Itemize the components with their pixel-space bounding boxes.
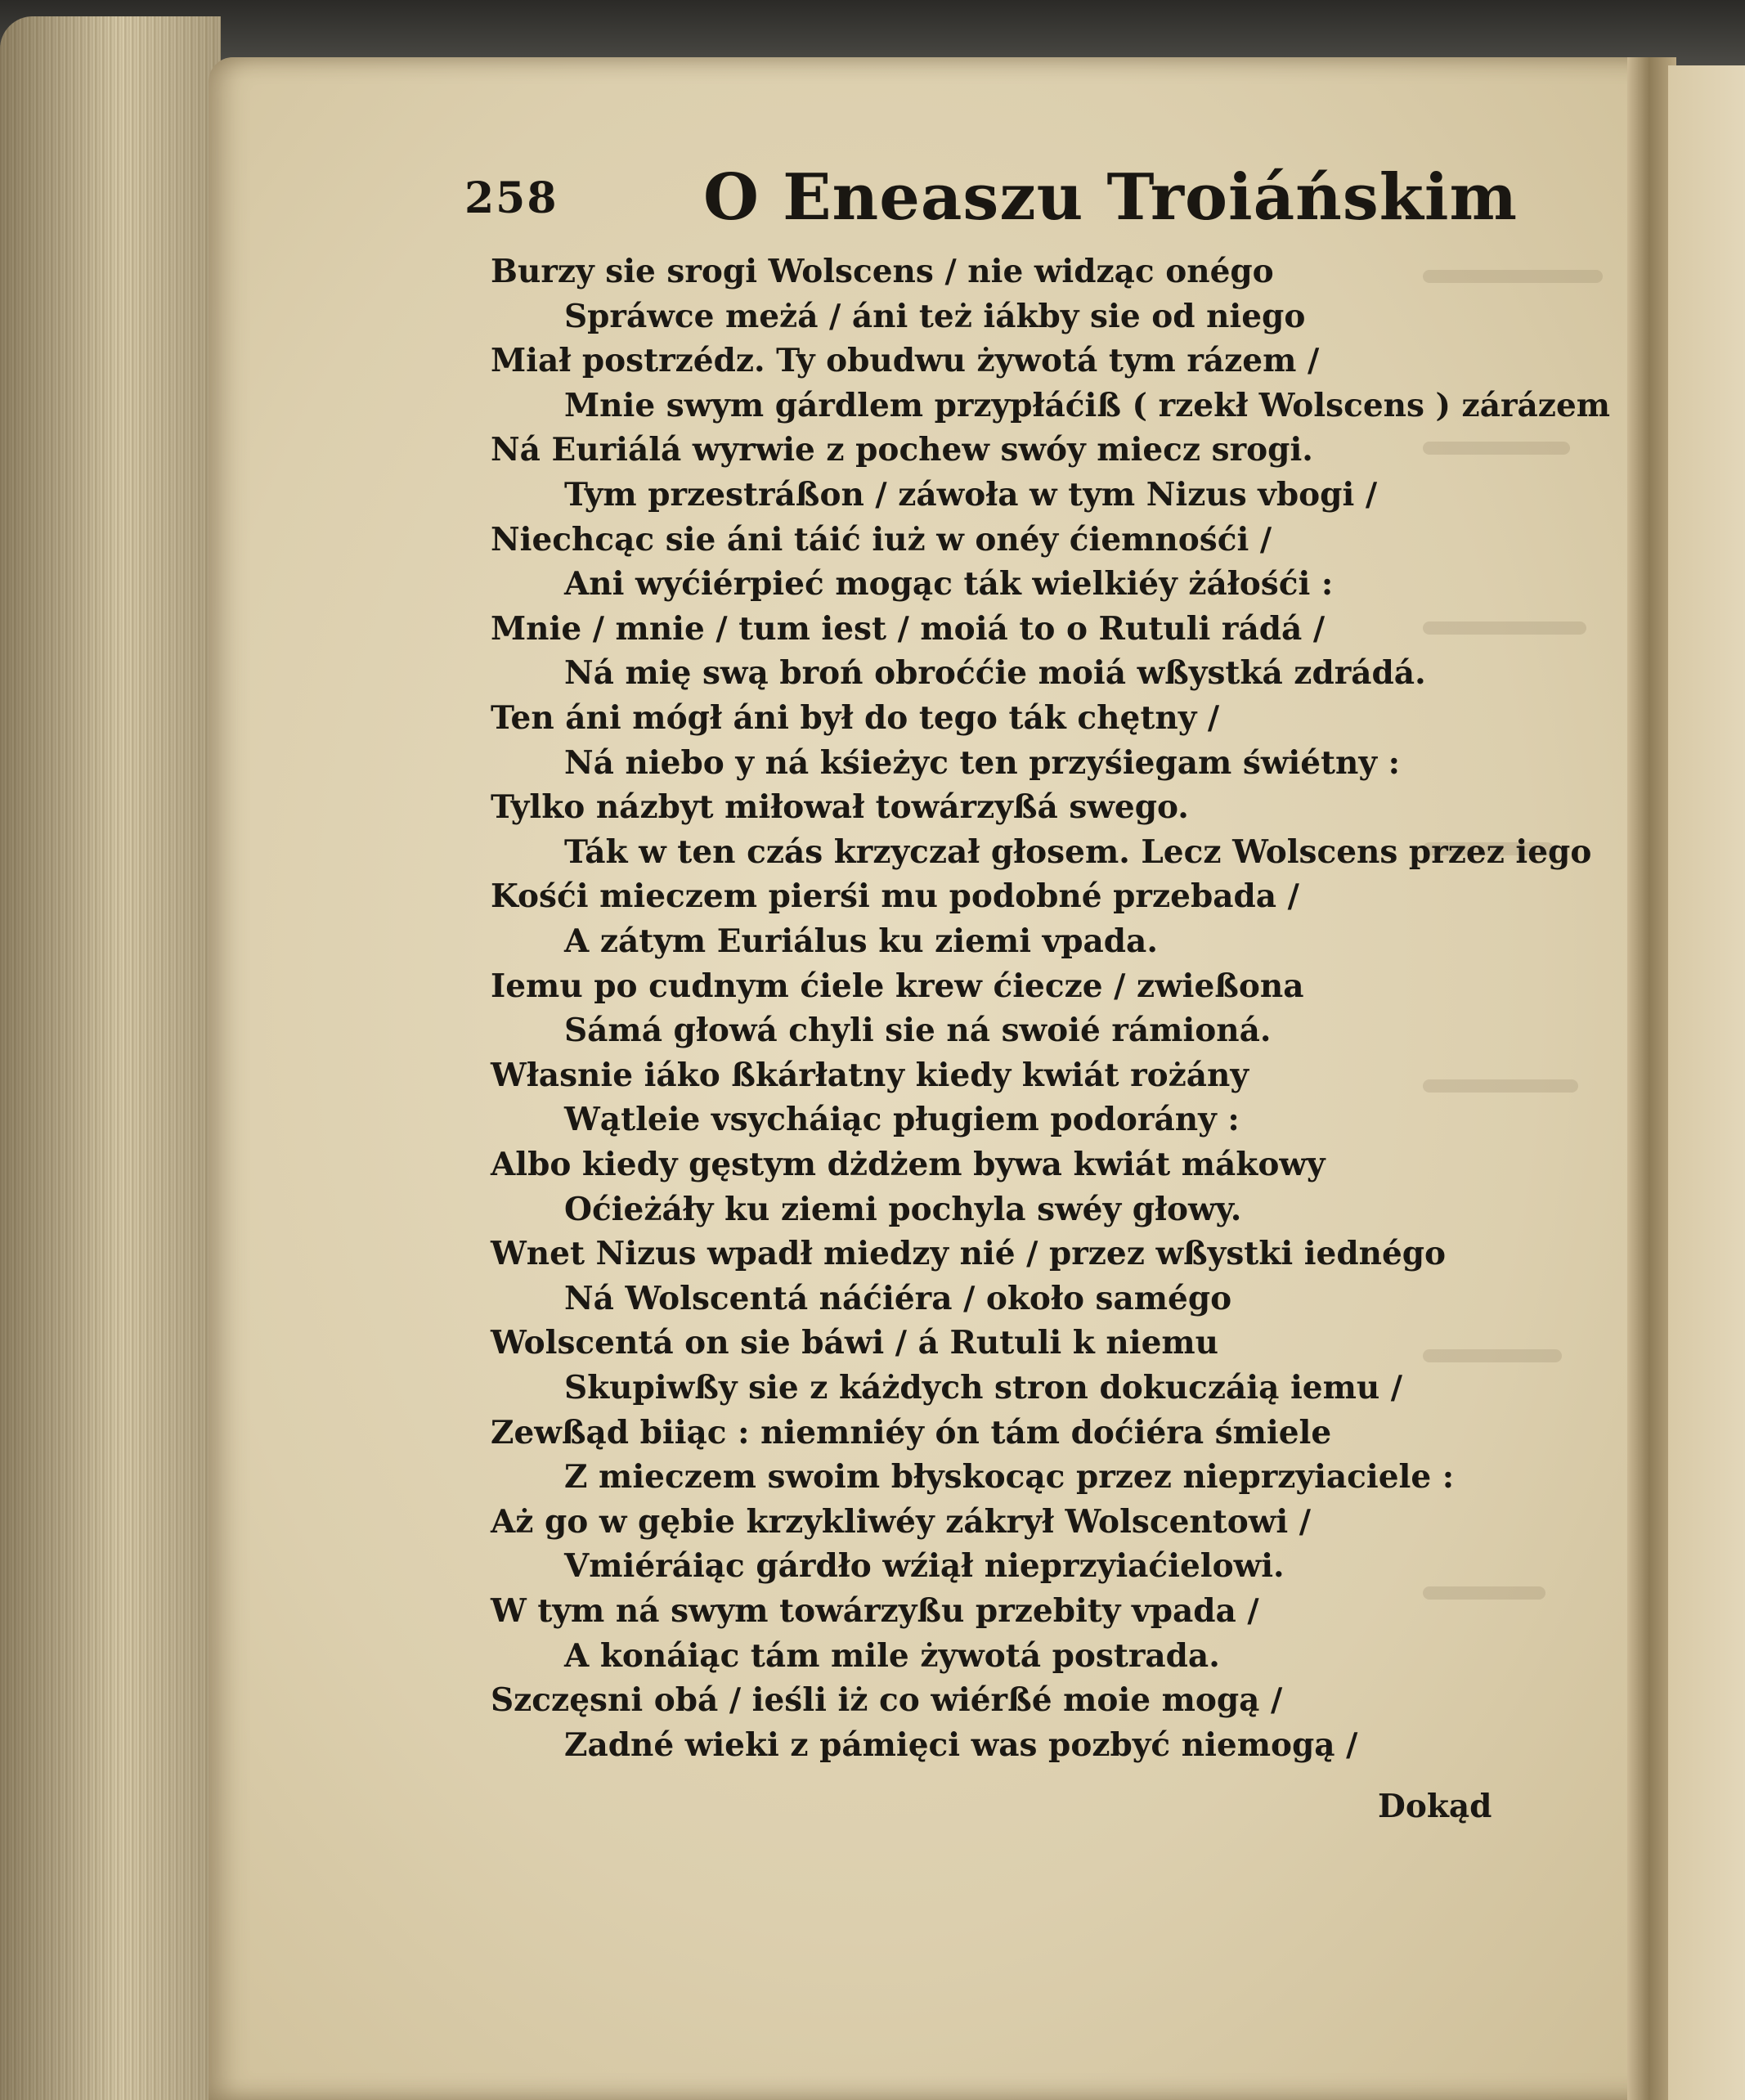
verse-line: Albo kiedy gęstym dżdżem bywa kwiát mákowy: [491, 1146, 1326, 1183]
verse-line: Iemu po cudnym ćiele krew ćiecze / zwießona: [491, 967, 1304, 1005]
bleed-through-mark: [1423, 270, 1603, 283]
verse-line: Burzy sie srogi Wolscens / nie widząc onégo: [491, 253, 1274, 290]
verse-line: Kośći mieczem pierśi mu podobné przebada /: [491, 877, 1299, 916]
running-head: O Eneaszu Troiáńskim: [703, 160, 1518, 235]
verse-line: Mnie swym gárdlem przypłáćiß ( rzekł Wolscens ) zárázem: [564, 386, 1611, 424]
bleed-through-mark: [1423, 1586, 1545, 1600]
verse-line: Oćieżáły ku ziemi pochyla swéy głowy.: [564, 1190, 1242, 1228]
verse-line: Ten áni mógł áni był do tego ták chętny /: [491, 699, 1220, 737]
verse-line: W tym ná swym towárzyßu przebity vpada /: [491, 1592, 1259, 1630]
verse-line: Szczęsni obá / ieśli iż co wiérßé moie mogą /: [491, 1681, 1283, 1720]
facing-page-edge: [1668, 65, 1745, 2100]
verse-line: Niechcąc sie áni táić iuż w onéy ćiemnośći /: [491, 520, 1272, 559]
verse-line: Tylko názbyt miłował towárzyßá swego.: [491, 788, 1189, 827]
verse-line: Ták w ten czás krzyczał głosem. Lecz Wolscens przez iego: [564, 832, 1592, 871]
verse-line: Skupiwßy sie z káżdych stron dokuczáią iemu /: [564, 1369, 1403, 1407]
backdrop: [0, 0, 1745, 65]
verse-line: Własnie iáko ßkárłatny kiedy kwiát rożány: [491, 1056, 1249, 1094]
verse-line: Wolscentá on sie báwi / á Rutuli k niemu: [491, 1324, 1219, 1362]
verse-line: Ná Wolscentá náćiéra / około samégo: [564, 1279, 1232, 1317]
bleed-through-mark: [1423, 1079, 1578, 1093]
verse-line: Zewßąd biiąc : niemniéy ón tám doćiéra śmiele: [491, 1413, 1332, 1452]
page-number: 258: [464, 173, 558, 223]
verse-line: Miał postrzédz. Ty obudwu żywotá tym rázem /: [491, 342, 1320, 380]
verse-line: Vmiéráiąc gárdło wźiął nieprzyiaćielowi.: [564, 1547, 1285, 1586]
verse-line: Wątleie vsycháiąc pługiem podorány :: [564, 1101, 1240, 1139]
verse-line: Wnet Nizus wpadł miedzy nié / przez wßystki iednégo: [491, 1235, 1447, 1273]
verse-line: Z mieczem swoim błyskocąc przez nieprzyiaciele :: [564, 1458, 1455, 1496]
verse-line: Sámá głowá chyli sie ná swoié rámioná.: [564, 1012, 1272, 1050]
verse-line: Ani wyćiérpieć mogąc ták wielkiéy żáłośći :: [564, 565, 1334, 604]
verse-line: A zátym Euriálus ku ziemi vpada.: [564, 922, 1158, 960]
verse-line: Spráwce meżá / áni też iákby sie od niego: [564, 297, 1306, 335]
verse-line: A konáiąc tám mile żywotá postrada.: [564, 1636, 1220, 1675]
book-page-edges: [0, 16, 221, 2100]
verse-line: Ná mię swą broń obroććie moiá wßystká zdrádá.: [564, 654, 1426, 693]
bleed-through-mark: [1423, 1349, 1562, 1362]
verse-line: Zadné wieki z pámięci was pozbyć niemogą /: [564, 1725, 1358, 1764]
verse-line: Ná niebo y ná kśieżyc ten przyśiegam świétny :: [564, 743, 1401, 782]
verse-line: Ná Euriálá wyrwie z pochew swóy miecz srogi.: [491, 431, 1313, 469]
bleed-through-mark: [1423, 621, 1586, 635]
verse-line: Aż go w gębie krzykliwéy zákrył Wolscentowi /: [491, 1502, 1311, 1541]
verse-line: Tym przestráßon / záwoła w tym Nizus vbogi /: [564, 476, 1378, 514]
verse-line: Mnie / mnie / tum iest / moiá to o Rutuli rádá /: [491, 609, 1326, 648]
bleed-through-mark: [1423, 442, 1570, 455]
catchword: Dokąd: [1378, 1788, 1492, 1825]
